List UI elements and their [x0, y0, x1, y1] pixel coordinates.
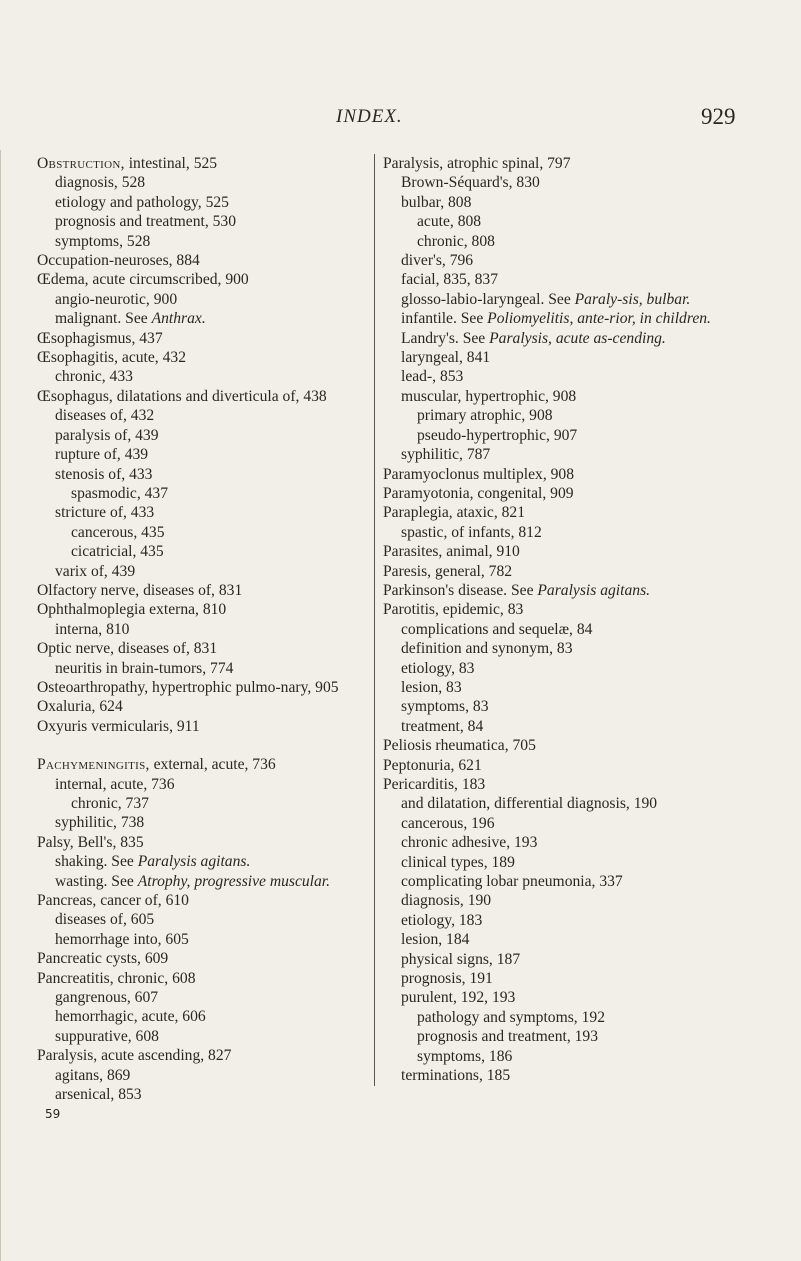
index-entry: [383, 736, 773, 755]
cross-reference: Paralysis, acute as-cending.: [489, 329, 666, 347]
index-entry-text: Osteoarthropathy, hypertrophic pulmo-nary, 905: [37, 678, 339, 696]
index-entry-text: prognosis, 191: [401, 970, 493, 988]
index-entry: [383, 329, 773, 348]
index-entry-text: clinical types, 189: [401, 853, 515, 871]
index-column-left: [37, 154, 362, 1124]
index-entry-text: stenosis of, 433: [55, 465, 153, 483]
index-entry: [37, 639, 362, 658]
index-entry: [383, 251, 773, 270]
index-entry-text: external, acute, 736: [149, 756, 276, 774]
index-entry-text: cancerous, 435: [71, 523, 165, 541]
index-entry-text: syphilitic, 787: [401, 446, 491, 464]
index-entry-text: laryngeal, 841: [401, 349, 491, 367]
index-entry-text: chronic, 433: [55, 368, 133, 386]
index-entry-text: bulbar, 808: [401, 193, 472, 211]
index-entry: [383, 542, 773, 561]
index-entry-text: glosso-labio-laryngeal. See: [401, 290, 575, 308]
index-entry: [37, 775, 362, 794]
index-entry: [383, 154, 773, 173]
index-entry-text: intestinal, 525: [124, 155, 218, 172]
index-entry: [37, 755, 362, 774]
index-entry-text: Brown-Séquard's, 830: [401, 174, 540, 192]
index-entry: [383, 659, 773, 678]
index-entry: [383, 348, 773, 367]
index-entry-text: arsenical, 853: [55, 1086, 142, 1104]
index-entry: [383, 814, 773, 833]
index-entry-text: chronic, 737: [71, 795, 149, 812]
index-entry: [37, 891, 362, 910]
index-entry-text: agitans, 869: [55, 1066, 131, 1084]
index-entry-text: Œdema, acute circumscribed, 900: [37, 271, 249, 289]
index-entry-text: definition and synonym, 83: [401, 640, 573, 658]
index-entry-text: infantile. See: [401, 310, 488, 328]
index-entry-text: Paramyotonia, congenital, 909: [383, 484, 574, 502]
index-entry-text: diseases of, 605: [55, 911, 155, 929]
index-entry: [37, 697, 362, 716]
index-entry: [383, 930, 773, 949]
index-entry: [37, 503, 362, 522]
index-entry: [37, 813, 362, 832]
index-entry-text: neuritis in brain-tumors, 774: [55, 659, 234, 677]
index-entry: [37, 852, 362, 871]
index-entry: [37, 542, 362, 561]
index-entry: [37, 484, 362, 503]
index-entry-text: diagnosis, 190: [401, 892, 492, 910]
index-entry: [383, 697, 773, 716]
index-entry: [37, 833, 362, 852]
index-entry: [383, 193, 773, 212]
index-entry: [37, 367, 362, 386]
index-entry-text: malignant. See: [55, 310, 152, 328]
index-entry-text: chronic adhesive, 193: [401, 834, 538, 852]
index-entry: [37, 794, 362, 813]
index-entry-text: cicatricial, 435: [71, 543, 164, 561]
index-entry-text: complicating lobar pneumonia, 337: [401, 873, 623, 891]
index-entry-text: Paralysis, acute ascending, 827: [37, 1047, 232, 1065]
signature-mark: 59: [45, 1106, 61, 1121]
index-entry: [383, 911, 773, 930]
index-entry: [37, 562, 362, 581]
index-entry-text: suppurative, 608: [55, 1027, 159, 1045]
index-entry-text: symptoms, 186: [417, 1047, 513, 1065]
index-entry: [37, 1046, 362, 1065]
index-entry: [383, 523, 773, 542]
index-entry-text: and dilatation, differential diagnosis, 190: [401, 795, 658, 813]
index-entry: [37, 1007, 362, 1026]
index-entry-text: Occupation-neuroses, 884: [37, 252, 200, 270]
index-entry: [37, 290, 362, 309]
section-gap: [37, 736, 362, 755]
cross-reference: Anthrax.: [151, 310, 206, 328]
index-entry: [383, 173, 773, 192]
index-entry-text: shaking. See: [55, 853, 138, 871]
index-entry: [383, 1008, 773, 1027]
index-entry: [37, 212, 362, 231]
index-entry: [37, 988, 362, 1007]
cross-reference: Paraly-sis, bulbar.: [574, 290, 691, 308]
index-entry-text: wasting. See: [55, 872, 138, 890]
index-entry-text: paralysis of, 439: [55, 426, 159, 444]
index-entry-text: Olfactory nerve, diseases of, 831: [37, 581, 243, 599]
index-entry-text: Parkinson's disease. See: [383, 581, 538, 599]
index-entry-text: cancerous, 196: [401, 814, 495, 832]
index-entry: [37, 1085, 362, 1104]
index-entry-text: primary atrophic, 908: [417, 407, 553, 425]
index-entry-text: facial, 835, 837: [401, 271, 498, 289]
index-entry-text: diagnosis, 528: [55, 174, 146, 192]
index-entry-text: hemorrhage into, 605: [55, 930, 189, 948]
index-entry-text: Paralysis, atrophic spinal, 797: [383, 155, 571, 172]
index-entry-text: Pericarditis, 183: [383, 776, 486, 793]
index-entry: [383, 872, 773, 891]
index-entry: [383, 290, 773, 309]
index-entry-text: purulent, 192, 193: [401, 989, 516, 1007]
index-entry-text: muscular, hypertrophic, 908: [401, 387, 577, 405]
index-entry-text: chronic, 808: [417, 232, 495, 250]
index-entry: [37, 387, 362, 406]
index-entry: [383, 1066, 773, 1085]
index-entry-text: Pancreatic cysts, 609: [37, 950, 169, 968]
index-entry: [383, 891, 773, 910]
index-entry: [37, 270, 362, 289]
index-entry: [37, 251, 362, 270]
index-entry-text: diseases of, 432: [55, 407, 155, 425]
index-entry-text: Oxyuris vermicularis, 911: [37, 717, 200, 735]
index-entry: [37, 910, 362, 929]
index-entry: [37, 1027, 362, 1046]
index-entry-text: pseudo-hypertrophic, 907: [417, 426, 578, 444]
index-entry: [37, 678, 362, 697]
index-entry: [383, 756, 773, 775]
index-entry: [383, 212, 773, 231]
index-entry: [383, 232, 773, 251]
index-entry: [383, 833, 773, 852]
index-entry-text: lead-, 853: [401, 368, 464, 386]
index-entry-text: Pancreas, cancer of, 610: [37, 892, 189, 910]
index-entry: [383, 406, 773, 425]
index-entry-text: angio-neurotic, 900: [55, 290, 178, 308]
index-entry: [383, 1027, 773, 1046]
cross-reference: Atrophy, progressive muscular.: [137, 872, 331, 890]
index-entry: [37, 309, 362, 328]
page-number: 929: [701, 104, 736, 129]
index-entry: [383, 988, 773, 1007]
index-entry: [37, 465, 362, 484]
index-entry: [383, 503, 773, 522]
index-entry: [383, 639, 773, 658]
index-entry-text: complications and sequelæ, 84: [401, 620, 593, 638]
index-entry: [37, 620, 362, 639]
index-entry: [383, 426, 773, 445]
running-title: INDEX.: [336, 106, 403, 127]
index-entry-text: prognosis and treatment, 530: [55, 213, 237, 231]
index-entry-text: spastic, of infants, 812: [401, 523, 542, 541]
index-entry-text: hemorrhagic, acute, 606: [55, 1008, 206, 1026]
index-entry: [37, 1066, 362, 1085]
index-entry: [37, 930, 362, 949]
index-entry: [37, 969, 362, 988]
index-entry: [37, 445, 362, 464]
index-entry-text: lesion, 83: [401, 678, 462, 696]
index-heading-word: Obstruction,: [37, 155, 125, 172]
index-entry: [383, 309, 773, 328]
index-entry: [383, 853, 773, 872]
index-entry: [383, 270, 773, 289]
index-entry-text: treatment, 84: [401, 717, 484, 735]
index-heading-word: Pachymeningitis,: [37, 756, 150, 774]
index-entry: [383, 775, 773, 794]
index-entry-text: Oxaluria, 624: [37, 698, 123, 716]
index-entry: [37, 348, 362, 367]
index-entry-text: etiology and pathology, 525: [55, 193, 229, 211]
index-entry-text: symptoms, 83: [401, 698, 489, 716]
index-entry: [383, 445, 773, 464]
index-entry: [383, 678, 773, 697]
index-entry-text: varix of, 439: [55, 562, 136, 580]
index-entry: [37, 581, 362, 600]
index-entry: [383, 581, 773, 600]
index-entry-text: etiology, 183: [401, 911, 483, 929]
index-entry-text: symptoms, 528: [55, 232, 151, 250]
index-entry-text: interna, 810: [55, 620, 130, 638]
index-entry-text: Ophthalmoplegia externa, 810: [37, 601, 227, 619]
index-entry-text: Œsophagus, dilatations and diverticula of, 438: [37, 387, 327, 405]
index-entry-text: Paraplegia, ataxic, 821: [383, 504, 526, 522]
index-entry: [37, 406, 362, 425]
index-entry-text: prognosis and treatment, 193: [417, 1028, 599, 1046]
index-entry-text: Palsy, Bell's, 835: [37, 833, 144, 851]
index-entry: [383, 620, 773, 639]
index-entry: [37, 193, 362, 212]
index-entry: [383, 950, 773, 969]
index-entry-text: Parasites, animal, 910: [383, 543, 520, 561]
index-entry: [383, 969, 773, 988]
index-entry-text: Parotitis, epidemic, 83: [383, 601, 524, 619]
index-entry: [37, 154, 362, 173]
index-entry: [37, 173, 362, 192]
index-entry-text: Optic nerve, diseases of, 831: [37, 640, 218, 658]
index-entry-text: physical signs, 187: [401, 950, 521, 968]
index-entry-text: Peptonuria, 621: [383, 756, 482, 774]
index-entry: [383, 367, 773, 386]
cross-reference: Paralysis agitans.: [537, 581, 651, 599]
index-entry: [37, 329, 362, 348]
index-entry: [383, 484, 773, 503]
cross-reference: Poliomyelitis, ante-rior, in children.: [487, 310, 711, 328]
index-entry: [383, 465, 773, 484]
index-entry: [37, 523, 362, 542]
page-edge-shadow: [0, 150, 5, 1261]
index-entry: [383, 717, 773, 736]
index-entry-text: Peliosis rheumatica, 705: [383, 737, 536, 755]
index-entry: [37, 949, 362, 968]
index-entry: [37, 659, 362, 678]
index-entry: [37, 426, 362, 445]
index-entry-text: Pancreatitis, chronic, 608: [37, 969, 196, 987]
index-entry-text: acute, 808: [417, 213, 482, 231]
index-entry-text: pathology and symptoms, 192: [417, 1008, 605, 1026]
index-entry-text: stricture of, 433: [55, 504, 155, 522]
index-entry-text: Œsophagitis, acute, 432: [37, 349, 186, 367]
index-entry-text: spasmodic, 437: [71, 484, 169, 502]
index-entry: [383, 1047, 773, 1066]
index-entry-text: syphilitic, 738: [55, 814, 145, 832]
index-entry-text: etiology, 83: [401, 659, 475, 677]
index-entry-text: rupture of, 439: [55, 446, 149, 464]
index-entry: [37, 872, 362, 891]
index-entry: [383, 562, 773, 581]
index-column-right: [374, 154, 773, 1086]
index-entry: [383, 387, 773, 406]
index-entry: [37, 717, 362, 736]
index-entry: [37, 600, 362, 619]
index-entry-text: diver's, 796: [401, 252, 474, 270]
index-entry-text: Landry's. See: [401, 329, 490, 347]
index-entry: [37, 232, 362, 251]
index-entry-text: Paresis, general, 782: [383, 562, 513, 580]
index-entry: [383, 794, 773, 813]
index-entry-text: Paramyoclonus multiplex, 908: [383, 465, 575, 483]
index-entry-text: gangrenous, 607: [55, 989, 159, 1007]
index-entry-text: lesion, 184: [401, 931, 470, 949]
cross-reference: Paralysis agitans.: [137, 853, 251, 871]
index-entry-text: internal, acute, 736: [55, 775, 175, 793]
index-entry-text: Œsophagismus, 437: [37, 329, 163, 347]
page-header: [0, 106, 801, 136]
index-entry: [383, 600, 773, 619]
index-entry-text: terminations, 185: [401, 1067, 511, 1085]
